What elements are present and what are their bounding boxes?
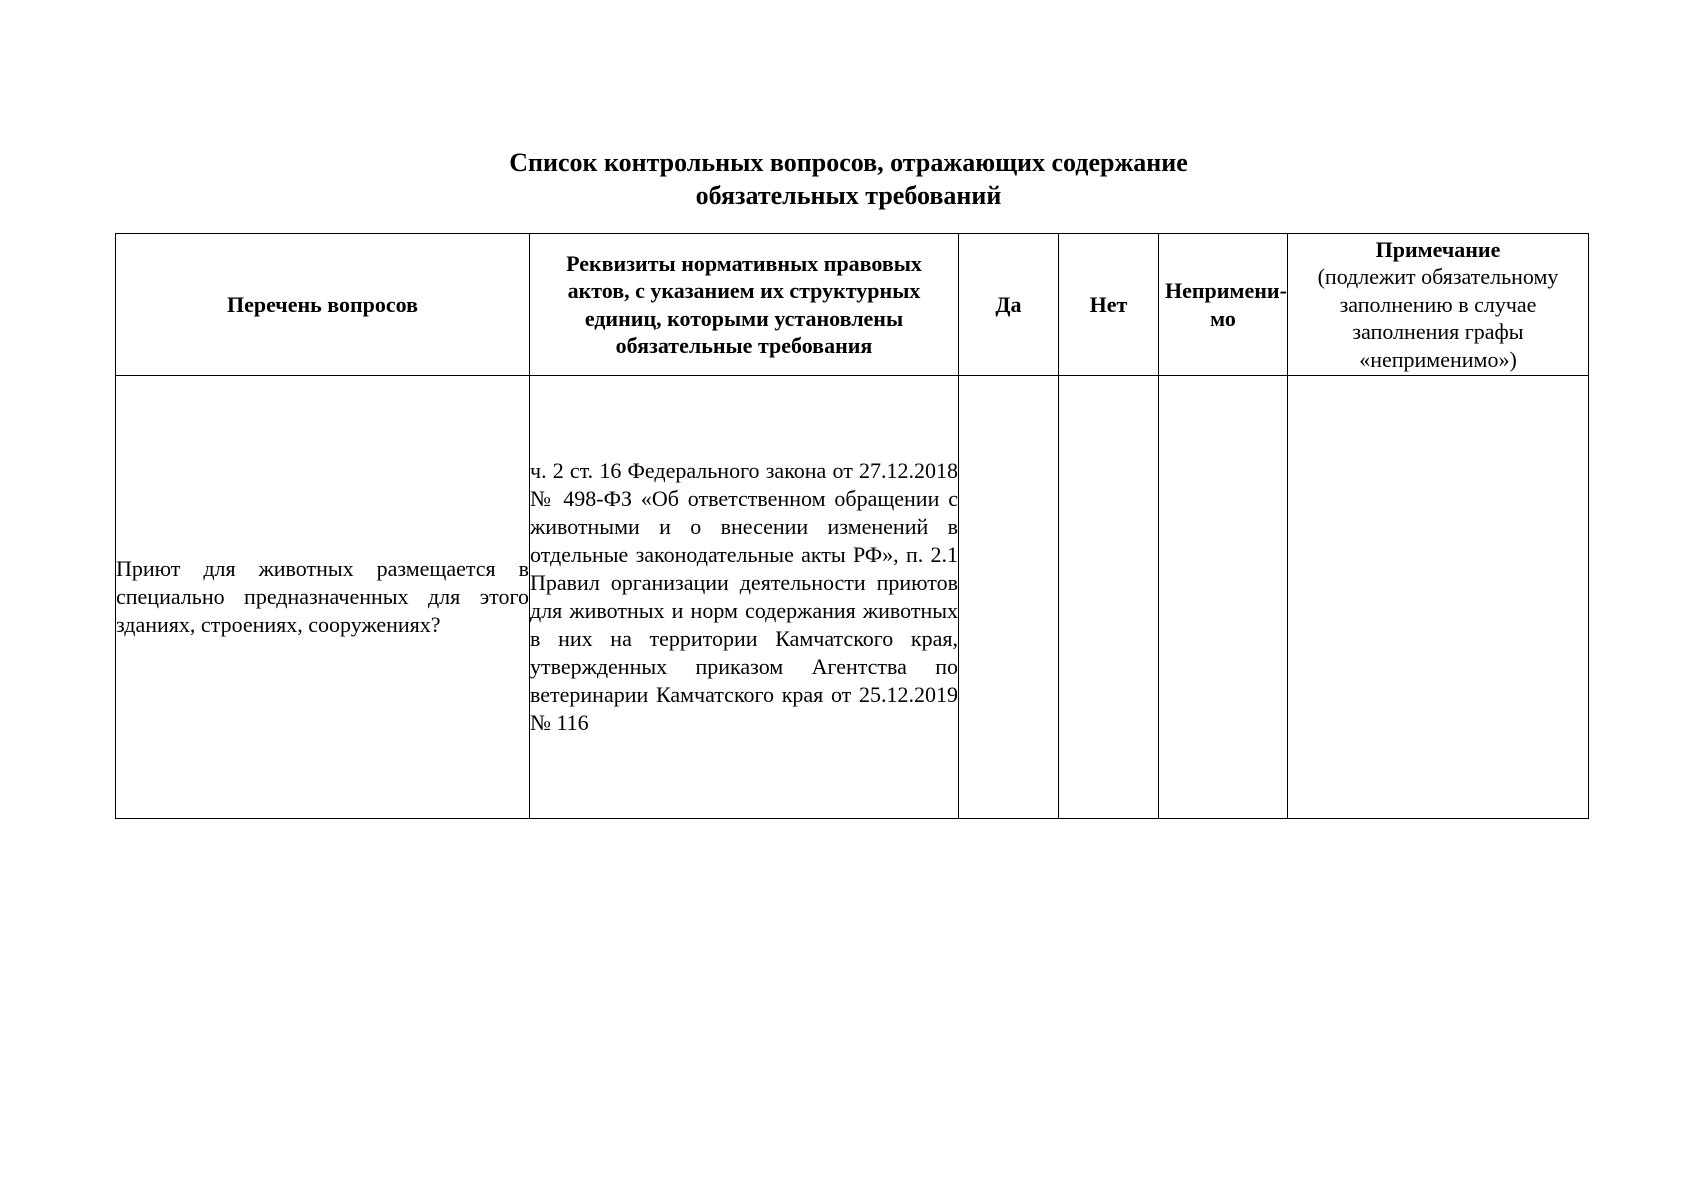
document-title [0, 146, 1697, 212]
not-applicable-cell[interactable] [1159, 376, 1288, 819]
checklist-table [115, 233, 1589, 819]
header-not-applicable-label: Неприменимо [1165, 278, 1287, 331]
header-requisites [530, 234, 959, 376]
table-row [116, 376, 1589, 819]
header-note-detail: (подлежит обязательному заполнению в случае заполнения графы «неприменимо») [1317, 264, 1559, 372]
no-cell[interactable] [1059, 376, 1159, 819]
header-yes-label: Да [995, 291, 1022, 317]
header-note [1288, 234, 1589, 376]
header-requisites-label: Реквизиты нормативных правовых актов, с указанием их структурных единиц, которыми установлены обязательные требования [566, 250, 922, 358]
header-note-title: Примечание [1375, 236, 1501, 262]
header-questions [116, 234, 530, 376]
requisites-cell: ч. 2 ст. 16 Федерального закона от 27.12.2018 № 498-ФЗ «Об ответственном обращении с животными и о внесении изменений в отдельные законодательные акты РФ», п. 2.1 Правил организации деятельности приютов для животных и норм содержания животных в них на территории Камчатского края, утвержденных приказом Агентства по ветеринарии Камчатского края от 25.12.2019 № 116 [530, 376, 959, 819]
question-cell: Приют для животных размещается в специально предназначенных для этого зданиях, строениях, сооружениях? [116, 376, 530, 819]
header-not-applicable [1159, 234, 1288, 376]
header-yes [959, 234, 1059, 376]
header-questions-label: Перечень вопросов [226, 291, 419, 317]
table-header-row [116, 234, 1589, 376]
yes-cell[interactable] [959, 376, 1059, 819]
header-no-label: Нет [1089, 291, 1128, 317]
document-title-line-2: обязательных требований [695, 181, 1002, 210]
note-cell[interactable] [1288, 376, 1589, 819]
document-title-line-1: Список контрольных вопросов, отражающих содержание [509, 148, 1188, 177]
header-no [1059, 234, 1159, 376]
